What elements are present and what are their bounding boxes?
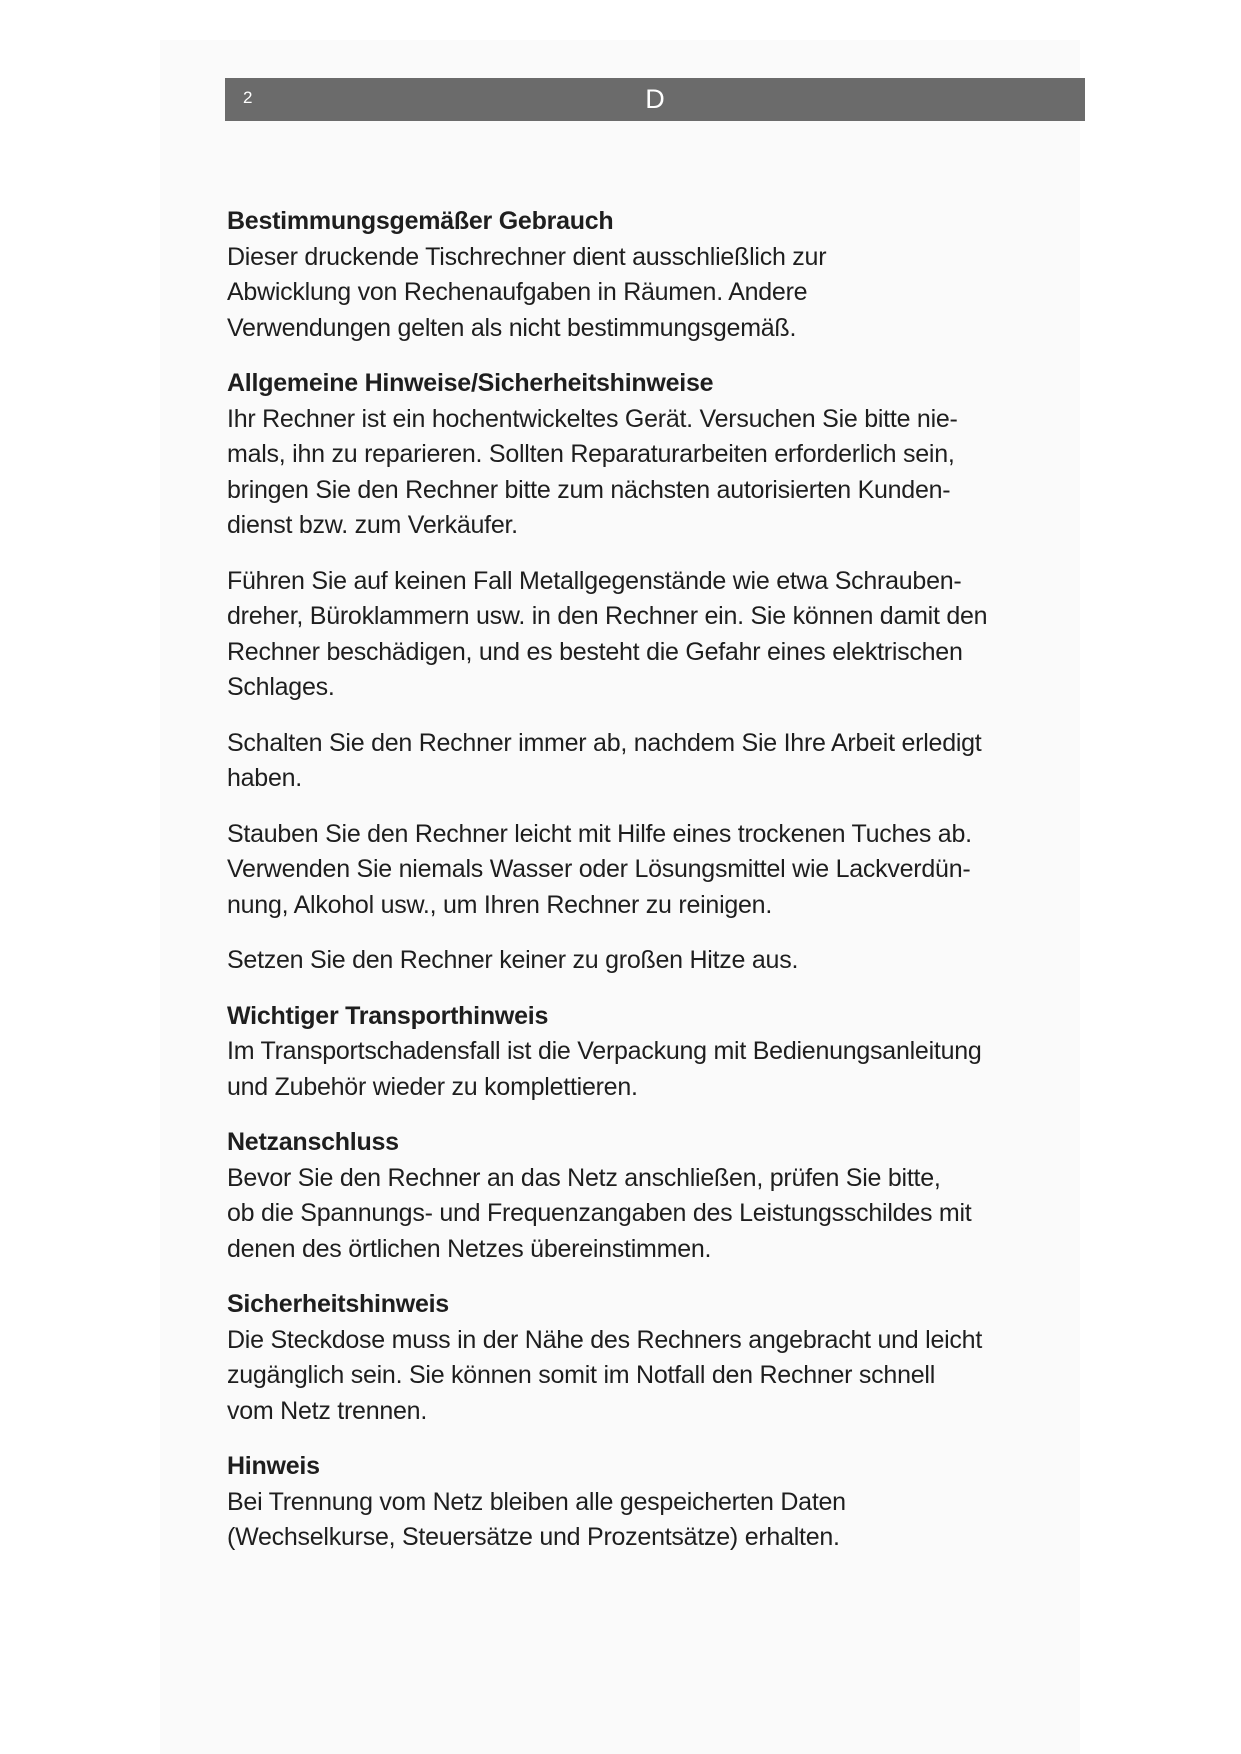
section-heading: Bestimmungsgemäßer Gebrauch	[227, 207, 614, 235]
text-line: und Zubehör wieder zu komplettieren.	[227, 1072, 638, 1101]
text-line: Bei Trennung vom Netz bleiben alle gespeicherten Daten	[227, 1487, 846, 1516]
text-line: Verwenden Sie niemals Wasser oder Lösungsmittel wie Lackverdün-	[227, 855, 971, 883]
text-line: bringen Sie den Rechner bitte zum nächsten autorisierten Kunden-	[227, 475, 951, 504]
paragraph	[227, 1161, 1027, 1268]
text-line: dreher, Büroklammern usw. in den Rechner ein. Sie können damit den	[227, 602, 988, 630]
manual-content	[227, 204, 1027, 1576]
paragraph	[227, 726, 1027, 797]
text-line: Bevor Sie den Rechner an das Netz anschließen, prüfen Sie bitte,	[227, 1163, 941, 1192]
text-line: Im Transportschadensfall ist die Verpackung mit Bedienungsanleitung	[227, 1037, 982, 1065]
section-heading: Sicherheitshinweis	[227, 1290, 449, 1318]
paragraph	[227, 817, 1027, 924]
text-line: (Wechselkurse, Steuersätze und Prozentsätze) erhalten.	[227, 1523, 840, 1551]
section	[227, 366, 1027, 979]
paragraph	[227, 240, 1027, 347]
paragraph	[227, 943, 1027, 979]
page-number: 2	[243, 88, 253, 107]
section-heading: Allgemeine Hinweise/Sicherheitshinweise	[227, 369, 714, 397]
section	[227, 204, 1027, 346]
section	[227, 1449, 1027, 1556]
text-line: Dieser druckende Tischrechner dient ausschließlich zur	[227, 242, 827, 271]
text-line: haben.	[227, 764, 302, 792]
header-bar	[225, 78, 1085, 121]
section-heading: Netzanschluss	[227, 1128, 399, 1156]
text-line: Stauben Sie den Rechner leicht mit Hilfe eines trockenen Tuches ab.	[227, 819, 972, 848]
text-line: vom Netz trennen.	[227, 1396, 428, 1425]
text-line: Ihr Rechner ist ein hochentwickeltes Gerät. Versuchen Sie bitte nie-	[227, 404, 958, 433]
text-line: Führen Sie auf keinen Fall Metallgegenstände wie etwa Schrauben-	[227, 566, 962, 595]
text-line: denen des örtlichen Netzes übereinstimmen.	[227, 1234, 712, 1263]
text-line: Schalten Sie den Rechner immer ab, nachdem Sie Ihre Arbeit erledigt	[227, 728, 982, 757]
paragraph	[227, 1485, 1027, 1556]
text-line: Abwicklung von Rechenaufgaben in Räumen. Andere	[227, 278, 808, 306]
paragraph	[227, 402, 1027, 544]
text-line: Setzen Sie den Rechner keiner zu großen Hitze aus.	[227, 946, 799, 974]
paragraph	[227, 564, 1027, 706]
paragraph	[227, 1034, 1027, 1105]
text-line: ob die Spannungs- und Frequenzangaben des Leistungsschildes mit	[227, 1199, 972, 1227]
section	[227, 1125, 1027, 1267]
language-code: D	[645, 84, 665, 114]
text-line: Verwendungen gelten als nicht bestimmungsgemäß.	[227, 313, 797, 342]
text-line: nung, Alkohol usw., um Ihren Rechner zu reinigen.	[227, 890, 773, 919]
text-line: dienst bzw. zum Verkäufer.	[227, 511, 518, 539]
text-line: Die Steckdose muss in der Nähe des Rechners angebracht und leicht	[227, 1325, 983, 1354]
section	[227, 999, 1027, 1106]
paragraph	[227, 1323, 1027, 1430]
text-line: zugänglich sein. Sie können somit im Notfall den Rechner schnell	[227, 1361, 935, 1389]
section	[227, 1287, 1027, 1429]
text-line: mals, ihn zu reparieren. Sollten Reparaturarbeiten erforderlich sein,	[227, 440, 955, 468]
section-heading: Hinweis	[227, 1452, 320, 1480]
text-line: Rechner beschädigen, und es besteht die Gefahr eines elektrischen	[227, 637, 963, 666]
section-heading: Wichtiger Transporthinweis	[227, 1001, 549, 1030]
text-line: Schlages.	[227, 673, 335, 701]
